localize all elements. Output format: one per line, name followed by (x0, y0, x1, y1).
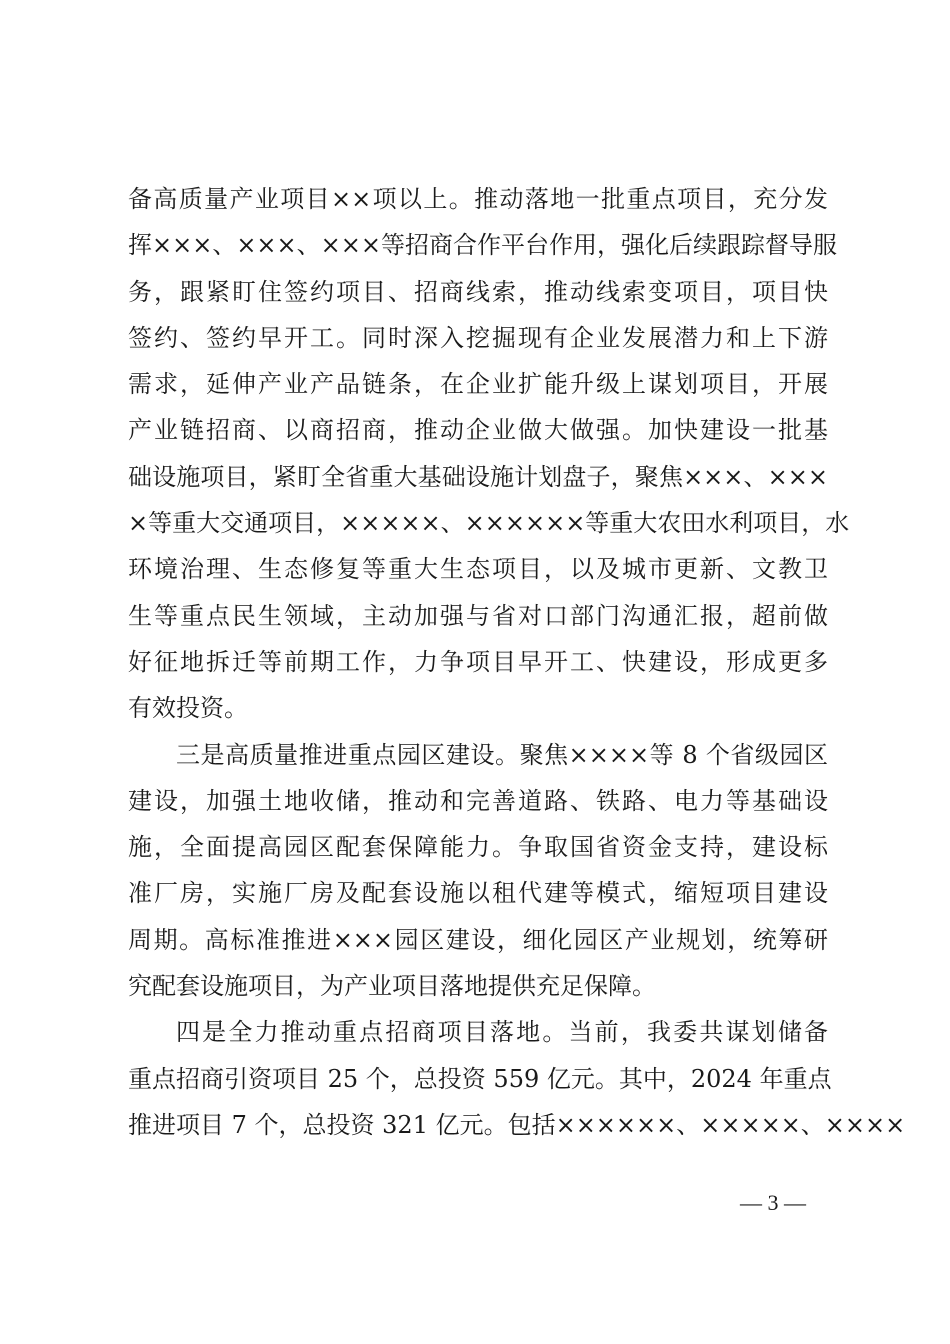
text-line: 究配套设施项目，为产业项目落地提供充足保障。 (128, 972, 656, 1001)
text-line: 推进项目 7 个，总投资 321 亿元。包括××××××、×××××、×××× (128, 1110, 906, 1139)
text-line: 准厂房，实施厂房及配套设施以租代建等模式，缩短项目建设 (128, 879, 828, 908)
text-line: 重点招商引资项目 25 个，总投资 559 亿元。其中，2024 年重点 (128, 1064, 832, 1093)
text-line: 好征地拆迁等前期工作，力争项目早开工、快建设，形成更多 (128, 647, 828, 676)
page-number: — 3 — (740, 1190, 806, 1215)
text-line: 产业链招商、以商招商，推动企业做大做强。加快建设一批基 (128, 416, 828, 445)
text-line: 备高质量产业项目××项以上。推动落地一批重点项目，充分发 (128, 185, 828, 213)
paragraph-heading-line: 三是高质量推进重点园区建设。聚焦××××等 8 个省级园区 (176, 740, 828, 769)
text-line: 务，跟紧盯住签约项目、招商线索，推动线索变项目，项目快 (128, 277, 828, 306)
text-line: 础设施项目，紧盯全省重大基础设施计划盘子，聚焦×××、××× (128, 462, 828, 491)
text-line: ×等重大交通项目，×××××、××××××等重大农田水利项目，水 (128, 509, 850, 538)
paragraph-heading-line: 四是全力推动重点招商项目落地。当前，我委共谋划储备 (176, 1018, 828, 1047)
text-line: 建设，加强土地收储，推动和完善道路、铁路、电力等基础设 (128, 786, 828, 815)
text-line: 签约、签约早开工。同时深入挖掘现有企业发展潜力和上下游 (128, 323, 828, 352)
text-line: 挥×××、×××、×××等招商合作平台作用，强化后续跟踪督导服 (128, 231, 837, 260)
text-line: 环境治理、生态修复等重大生态项目，以及城市更新、文教卫 (128, 555, 828, 584)
text-line: 需求，延伸产业产品链条，在企业扩能升级上谋划项目，开展 (128, 370, 828, 399)
text-line: 有效投资。 (128, 694, 248, 723)
body-text (128, 176, 906, 1148)
text-line: 生等重点民生领域，主动加强与省对口部门沟通汇报，超前做 (128, 601, 828, 630)
text-line: 施，全面提高园区配套保障能力。争取国省资金支持，建设标 (128, 833, 828, 862)
text-line: 周期。高标准推进×××园区建设，细化园区产业规划，统筹研 (128, 925, 828, 954)
